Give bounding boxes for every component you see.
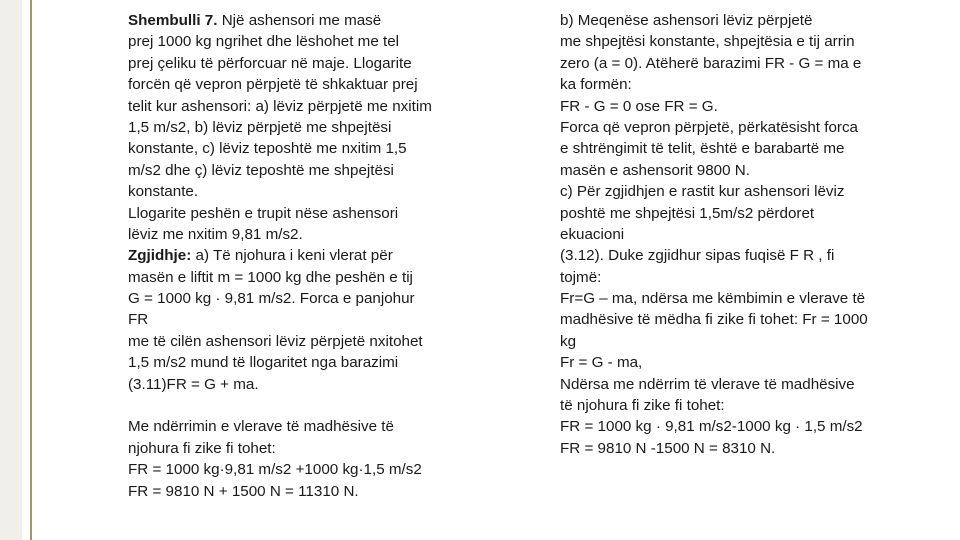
text-line: Shembulli 7. Një ashensori me masë [128, 12, 382, 29]
text-line: Fr = G - ma, [560, 354, 643, 372]
text-line: kg [560, 332, 577, 350]
text-line: Llogarite peshën e trupit nëse ashensori [128, 204, 399, 222]
text-line: konstante. [128, 183, 199, 201]
text-line: lëviz me nxitim 9,81 m/s2. [128, 225, 303, 243]
text-line: (3.12). Duke zgjidhur sipas fuqisë F R , fi [560, 247, 835, 265]
right-text-column [560, 10, 930, 459]
text-line: Fr=G – ma, ndërsa me këmbimin e vlerave të [560, 290, 866, 308]
text-line: me shpejtësi konstante, shpejtësia e tij arrin [560, 33, 855, 51]
text-line: G = 1000 kg · 9,81 m/s2. Forca e panjohur [128, 290, 415, 308]
text-line: 1,5 m/s2 mund të llogaritet nga barazimi [128, 354, 399, 372]
text-line: Forca që vepron përpjetë, përkatësisht forca [560, 118, 859, 136]
text-line: forcën që vepron përpjetë të shkaktuar prej [128, 76, 418, 94]
text-line: prej çeliku të përforcuar në maje. Llogarite [128, 54, 412, 72]
text-line: konstante, c) lëviz teposhtë me nxitim 1,5 [128, 140, 407, 158]
left-decorative-line [30, 0, 32, 540]
text-line: me të cilën ashensori lëviz përpjetë nxitohet [128, 332, 423, 350]
text-line: 1,5 m/s2, b) lëviz përpjetë me shpejtësi [128, 118, 392, 136]
text-line: FR [128, 311, 149, 329]
text-line: e shtrëngimit të telit, është e barabartë me [560, 140, 845, 158]
text-line: m/s2 dhe ç) lëviz teposhtë me shpejtësi [128, 161, 394, 179]
text-line: (3.11)FR = G + ma. [128, 375, 259, 393]
text-line: zero (a = 0). Atëherë barazimi FR - G = ma e [560, 54, 862, 72]
text-line: Zgjidhje: a) Të njohura i keni vlerat për [128, 247, 393, 265]
text-line: FR = 9810 N + 1500 N = 11310 N. [128, 482, 359, 500]
text-line: telit kur ashensori: a) lëviz përpjetë me nxitim [128, 97, 432, 115]
text-line: FR = 9810 N -1500 N = 8310 N. [560, 439, 776, 457]
text-line: poshtë me shpejtësi 1,5m/s2 përdoret [560, 204, 815, 222]
text-line: masën e ashensorit 9800 N. [560, 161, 750, 179]
text-line: c) Për zgjidhjen e rastit kur ashensori lëviz [560, 183, 845, 201]
left-text-column [128, 10, 468, 502]
blank-line [128, 395, 468, 416]
text-line: masën e liftit m = 1000 kg dhe peshën e tij [128, 268, 413, 286]
text-line: të njohura fi zike fi tohet: [560, 397, 725, 415]
left-decorative-bar [0, 0, 22, 540]
text-line: Ndërsa me ndërrim të vlerave të madhësive [560, 375, 855, 393]
text-line: prej 1000 kg ngrihet dhe lëshohet me tel [128, 33, 400, 51]
text-line: FR = 1000 kg·9,81 m/s2 +1000 kg·1,5 m/s2 [128, 461, 422, 479]
text-line: ekuacioni [560, 225, 625, 243]
text-line: Me ndërrimin e vlerave të madhësive të [128, 418, 394, 436]
text-line: FR = 1000 kg · 9,81 m/s2-1000 kg · 1,5 m/s2 [560, 418, 863, 436]
text-line: madhësive të mëdha fi zike fi tohet: Fr = 1000 [560, 311, 868, 329]
text-line: njohura fi zike fi tohet: [128, 439, 276, 457]
text-line: tojmë: [560, 268, 602, 286]
text-line: FR - G = 0 ose FR = G. [560, 97, 718, 115]
text-line: b) Meqenëse ashensori lëviz përpjetë [560, 12, 813, 29]
text-line: ka formën: [560, 76, 632, 94]
